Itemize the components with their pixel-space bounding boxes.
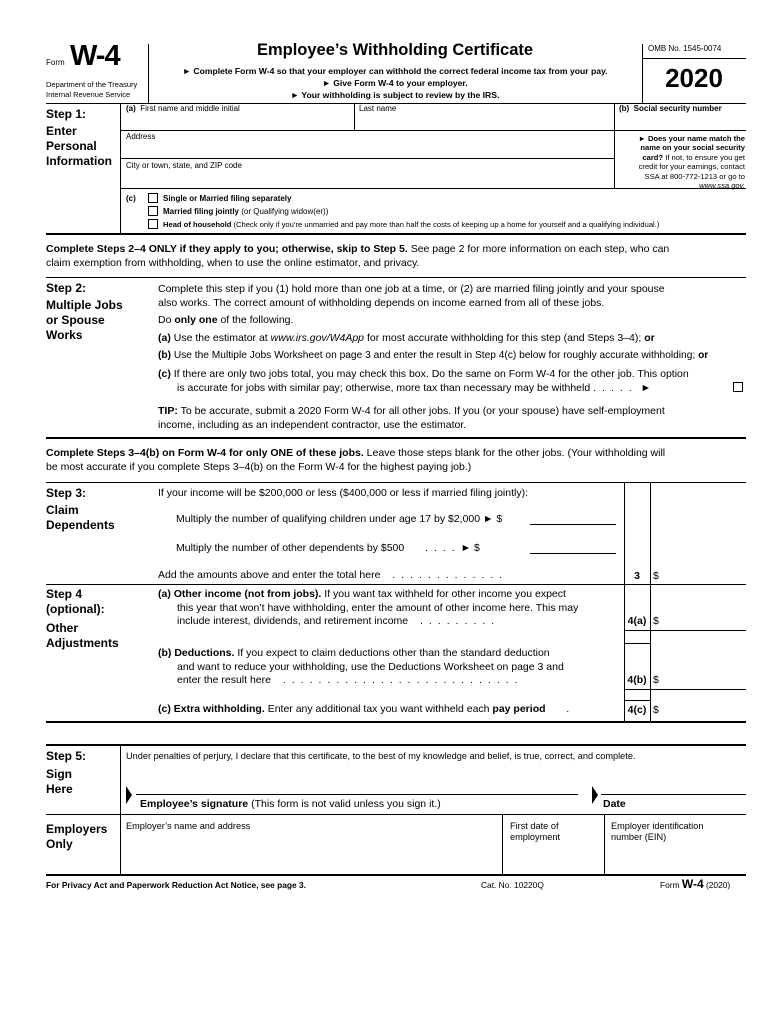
signature-line	[136, 794, 578, 795]
step5-top-rule	[46, 744, 746, 746]
box4a-bottom	[624, 630, 746, 631]
employee-signature-field[interactable]	[136, 776, 578, 794]
filing-status-tag: (c)	[126, 194, 136, 203]
last-name-label: Last name	[359, 104, 397, 113]
step3-label: Step 3:	[46, 486, 87, 500]
box4c-amount[interactable]	[662, 701, 746, 721]
step3-intro: If your income will be $200,000 or less ($400,000 or less if married filing jointly):	[158, 487, 529, 499]
extra-withholding-text: (c) Extra withholding. Enter any additional tax you want withheld each pay period .	[158, 703, 576, 715]
box4a-gap-rule	[624, 643, 650, 644]
step2-only-one: Do only one of the following.	[158, 314, 294, 326]
step5-title: Sign Here	[46, 767, 73, 796]
steps-2-4-intro: Complete Steps 2–4 ONLY if they apply to you; otherwise, skip to Step 5. See page 2 for more information on each step, who can claim exemption from withholding, when to use the online estimator, and privacy.	[46, 243, 670, 269]
step4-title: Other Adjustments	[46, 621, 119, 650]
single-checkbox[interactable]	[148, 193, 158, 203]
employer-name-field[interactable]	[121, 834, 501, 874]
step3-title: Claim Dependents	[46, 503, 115, 532]
signature-arrow-icon	[126, 786, 132, 804]
step4-label: Step 4 (optional):	[46, 587, 105, 616]
two-jobs-checkbox[interactable]	[733, 382, 743, 392]
box4b-bottom	[624, 689, 746, 690]
step2-top-rule	[46, 277, 746, 278]
signature-label: Employee’s signature (This form is not valid unless you sign it.)	[140, 798, 441, 810]
box4c-dollar: $	[653, 704, 659, 716]
omb-divider	[642, 58, 746, 59]
deductions-text: (b) Deductions. If you expect to claim deductions other than the standard deduction and want to reduce your withholding, use the Deductions Worksheet on page 3 and enter the result here ...........................	[158, 647, 564, 686]
steps-3-4-intro: Complete Steps 3–4(b) on Form W-4 for only ONE of these jobs. Leave those steps blank for the other jobs. (Your withholding will be most accurate if you complete Steps 3–4(b) on the Form W-4 for the highest paying job.)	[46, 447, 666, 473]
married-jointly-checkbox[interactable]	[148, 206, 158, 216]
box3-dollar: $	[653, 570, 659, 582]
other-dependents-amount[interactable]	[530, 540, 616, 554]
box4b-gap-rule	[624, 700, 650, 701]
step2-intro: Complete this step if you (1) hold more than one job at a time, or (2) are married filing jointly and your spouse also works. The correct amount of withholding depends on income earned from all of these jobs.	[158, 283, 665, 309]
step5-label: Step 5:	[46, 749, 87, 763]
form-bottom-rule	[46, 874, 746, 876]
step1-bottom-rule	[46, 233, 746, 235]
step2-label: Step 2:	[46, 281, 87, 295]
first-name-field[interactable]	[121, 114, 354, 130]
step2-title: Multiple Jobs or Spouse Works	[46, 298, 123, 342]
step3-top-rule	[46, 482, 746, 483]
perjury-statement: Under penalties of perjury, I declare that this certificate, to the best of my knowledge and belief, is true, correct, and complete.	[126, 751, 636, 761]
step4-top-rule	[46, 584, 624, 585]
tax-year: 2020	[665, 63, 723, 93]
date-field[interactable]	[601, 776, 746, 794]
dependents-total-line: Add the amounts above and enter the total here .............	[158, 569, 509, 581]
step2-option-b: (b) Use the Multiple Jobs Worksheet on page 3 and enter the result in Step 4(c) below for roughly accurate withholding; or	[158, 350, 709, 361]
address-label: Address	[126, 132, 156, 141]
form-name: W-4	[70, 40, 120, 72]
step2-option-c: (c) If there are only two jobs total, you may check this box. Do the same on Form W-4 for the other job. This option is accurate for jobs with similar pay; otherwise, more tax than necessary may be withheld ..... ►	[158, 368, 689, 394]
last-name-field[interactable]	[355, 114, 613, 130]
first-name-label: (a) First name and middle initial	[126, 104, 240, 113]
box4b-dollar: $	[653, 674, 659, 686]
privacy-notice: For Privacy Act and Paperwork Reduction Act Notice, see page 3.	[46, 880, 307, 890]
box3-bottom	[624, 584, 746, 585]
ein-field[interactable]	[605, 845, 746, 874]
step4-bottom-rule	[46, 721, 746, 723]
head-of-household-label: Head of household (Check only if you’re unmarried and pay more than half the costs of keeping up a home for yourself and a qualifying individual.)	[163, 220, 660, 229]
box4a-label: 4(a)	[627, 615, 647, 627]
other-income-text: (a) Other income (not from jobs). If you want tax withheld for other income you expect this year that won’t have withholding, enter the amount of other income here. This may include interest, dividends, and retirement income .........	[158, 588, 579, 627]
step2-tip: TIP: To be accurate, submit a 2020 Form W-4 for all other jobs. If you (or your spouse) have self-employment income, including as an independent contractor, use the estimator.	[158, 405, 665, 431]
omb-number: OMB No. 1545-0074	[648, 44, 722, 53]
box4a-amount[interactable]	[662, 611, 746, 630]
box4c-label: 4(c)	[627, 704, 647, 716]
header-divider-left	[148, 44, 149, 104]
date-label: Date	[603, 798, 626, 810]
ssn-field[interactable]	[615, 114, 746, 130]
step2-option-a: (a) Use the estimator at www.irs.gov/W4App for most accurate withholding for this step (and Steps 3–4); or	[158, 332, 655, 344]
box4b-label: 4(b)	[627, 674, 647, 686]
box3-amount[interactable]	[662, 566, 746, 584]
married-jointly-label: Married filing jointly (or Qualifying widow(er))	[163, 207, 329, 216]
header-instructions: ► Complete Form W-4 so that your employer can withhold the correct federal income tax from your pay. ► Give Form W-4 to your employer. ► Your withholding is subject to review by the IRS.	[182, 66, 608, 100]
employers-top-rule	[46, 814, 746, 815]
box4a-dollar: $	[653, 615, 659, 627]
qualifying-children-line: Multiply the number of qualifying children under age 17 by $2,000 ► $	[176, 513, 503, 525]
first-date-field[interactable]	[503, 845, 603, 874]
city-label: City or town, state, and ZIP code	[126, 161, 242, 170]
form-title: Employee’s Withholding Certificate	[256, 41, 534, 59]
box3-label: 3	[634, 570, 640, 582]
footer-form-id: Form W-4 (2020)	[660, 877, 731, 891]
first-date-label: First date of employment	[510, 821, 561, 842]
date-line	[601, 794, 746, 795]
city-field[interactable]	[121, 171, 613, 187]
step2-bottom-rule	[46, 437, 746, 439]
address-row-bottom	[120, 158, 614, 159]
ssn-label: (b) Social security number	[619, 104, 722, 113]
name-row-bottom	[120, 130, 746, 131]
single-label: Single or Married filing separately	[163, 194, 292, 203]
ein-label: Employer identification number (EIN)	[611, 821, 704, 842]
employer-name-label: Employer’s name and address	[126, 821, 251, 831]
box-col-left	[624, 482, 625, 722]
dept-treasury: Department of the Treasury Internal Revenue Service	[46, 80, 138, 99]
step1-title: Enter Personal Information	[46, 124, 112, 168]
ssa-note: ► Does your name match the name on your social security card? If not, to ensure you get credit for your earnings, contact SSA at 800-772-1213 or go to www.ssa.gov.	[638, 134, 745, 191]
qualifying-children-amount[interactable]	[530, 511, 616, 525]
form-label: Form	[46, 58, 65, 67]
address-field[interactable]	[121, 142, 613, 158]
employers-only-title: Employers Only	[46, 822, 108, 851]
catalog-number: Cat. No. 10220Q	[481, 880, 544, 890]
step1-label: Step 1:	[46, 107, 87, 121]
date-arrow-icon	[592, 786, 598, 804]
other-dependents-line: Multiply the number of other dependents by $500 ....► $	[176, 542, 480, 554]
box-col-mid	[650, 482, 651, 722]
head-of-household-checkbox[interactable]	[148, 219, 158, 229]
box4b-amount[interactable]	[662, 670, 746, 689]
